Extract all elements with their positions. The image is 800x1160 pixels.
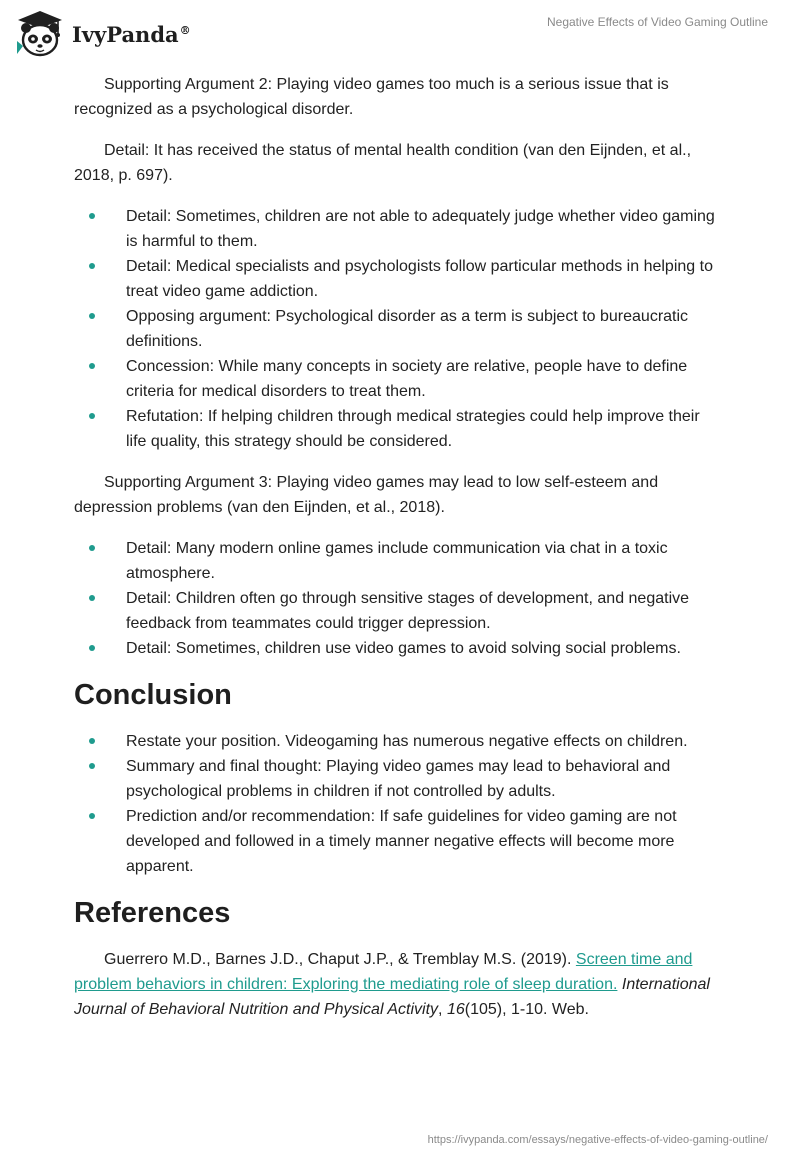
essay-content: [74, 72, 724, 1022]
reference-authors: Guerrero M.D., Barnes J.D., Chaput J.P., & Tremblay M.S. (2019).: [104, 951, 572, 968]
references-heading: References: [74, 897, 231, 929]
list-item: Detail: Medical specialists and psychologists follow particular methods in helping to treat video game addiction.: [74, 254, 724, 304]
bullet-icon: [89, 313, 95, 319]
argument-2-bullet-list: [74, 204, 724, 454]
list-item: Detail: Sometimes, children use video games to avoid solving social problems.: [74, 636, 724, 661]
supporting-argument-3: Supporting Argument 3: Playing video games may lead to low self-esteem and depression problems (van den Eijnden, et al., 2018).: [74, 474, 659, 516]
reference-separator: ,: [438, 1001, 443, 1018]
conclusion-heading: Conclusion: [74, 679, 232, 711]
bullet-icon: [89, 545, 95, 551]
argument-3-bullet-list: [74, 536, 724, 661]
bullet-icon: [89, 813, 95, 819]
argument-2-detail: Detail: It has received the status of mental health condition (van den Eijnden, et al., 2018, p. 697).: [74, 142, 692, 184]
source-url[interactable]: https://ivypanda.com/essays/negative-effects-of-video-gaming-outline/: [427, 1134, 768, 1146]
reference-title-link[interactable]: Screen time and problem behaviors in children: Exploring the mediating role of sleep duration.: [74, 951, 693, 993]
brand-logo[interactable]: [14, 8, 191, 58]
bullet-icon: [89, 763, 95, 769]
supporting-argument-2: Supporting Argument 2: Playing video games too much is a serious issue that is recognized as a psychological disorder.: [74, 76, 669, 118]
list-item: Detail: Many modern online games include communication via chat in a toxic atmosphere.: [74, 536, 724, 586]
reference-entry: [74, 947, 724, 1022]
list-item: Detail: Sometimes, children are not able to adequately judge whether video gaming is harmful to them.: [74, 204, 724, 254]
reference-journal: International Journal of Behavioral Nutrition and Physical Activity: [74, 976, 710, 1018]
brand-name: IvyPanda®: [72, 21, 191, 47]
bullet-icon: [89, 738, 95, 744]
bullet-icon: [89, 213, 95, 219]
document-title: Negative Effects of Video Gaming Outline: [546, 15, 768, 29]
panda-graduate-icon: [14, 8, 66, 58]
list-item: Detail: Children often go through sensitive stages of development, and negative feedback from teammates could trigger depression.: [74, 586, 724, 636]
page-header: [0, 0, 800, 60]
reference-volume: 16: [446, 1001, 465, 1018]
bullet-icon: [89, 645, 95, 651]
bullet-icon: [89, 363, 95, 369]
list-item: Refutation: If helping children through medical strategies could help improve their life quality, this strategy should be considered.: [74, 404, 724, 454]
list-item: Restate your position. Videogaming has numerous negative effects on children.: [74, 729, 724, 754]
list-item: Summary and final thought: Playing video games may lead to behavioral and psychological problems in children if not controlled by adults.: [74, 754, 724, 804]
list-item: Prediction and/or recommendation: If safe guidelines for video gaming are not developed and followed in a timely manner negative effects will become more apparent.: [74, 804, 724, 879]
list-item: Opposing argument: Psychological disorder as a term is subject to bureaucratic definitions.: [74, 304, 724, 354]
bullet-icon: [89, 263, 95, 269]
conclusion-bullet-list: [74, 729, 724, 879]
bullet-icon: [89, 413, 95, 419]
reference-pages: (105), 1-10. Web.: [464, 1001, 589, 1018]
list-item: Concession: While many concepts in society are relative, people have to define criteria for medical disorders to treat them.: [74, 354, 724, 404]
bullet-icon: [89, 595, 95, 601]
